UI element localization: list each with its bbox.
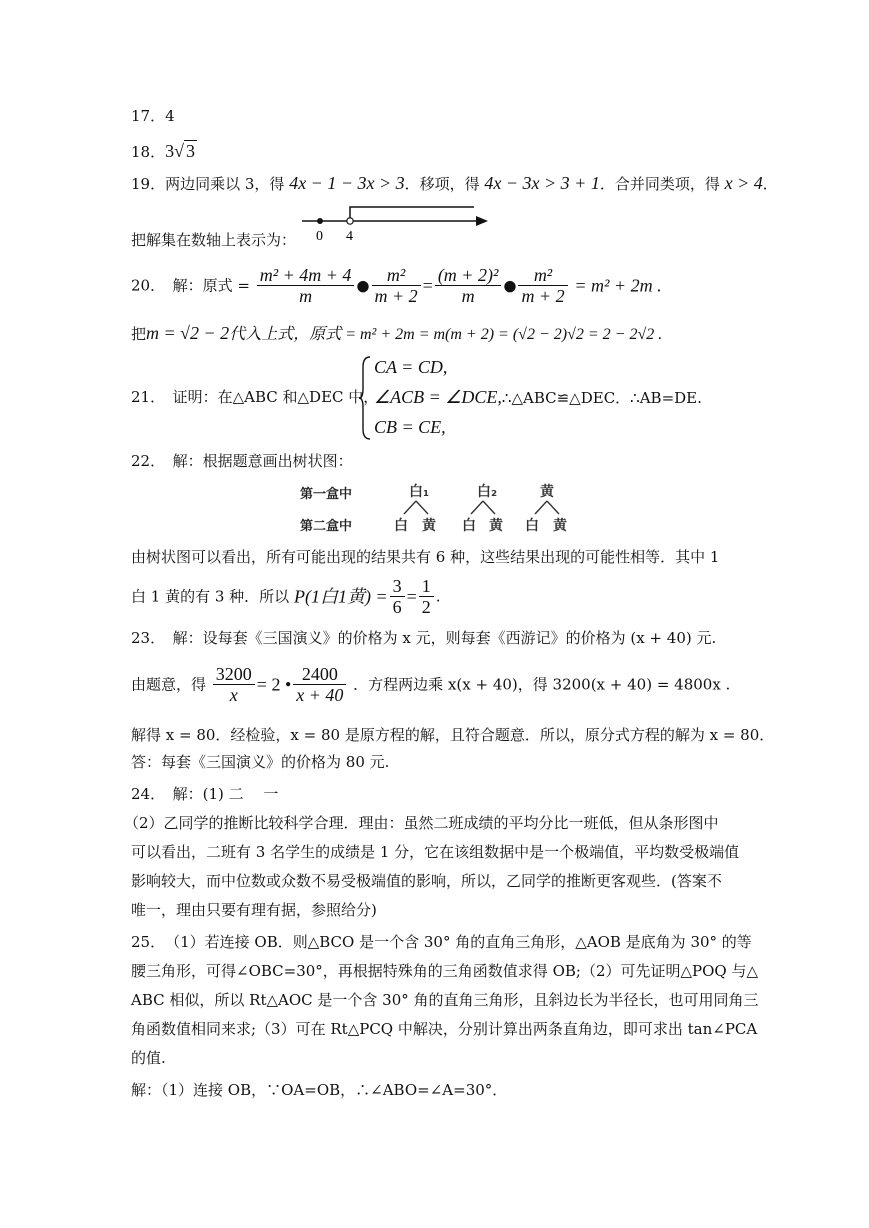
fraction-3-num: (m + 2)² <box>435 265 502 286</box>
tree-node-yellow: 黄 <box>540 484 554 500</box>
fraction-3 <box>435 265 502 306</box>
fraction-2400 <box>293 664 346 705</box>
answer-19-text-b: ．移项，得 <box>404 175 480 193</box>
brace-system <box>358 355 702 445</box>
fraction-num: 2400 <box>293 664 346 685</box>
answer-23-answer: 答：每套《三国演义》的价格为 80 元. <box>131 753 390 771</box>
substitute-prefix: 把 <box>131 325 147 343</box>
tree-leaf: 白 <box>394 518 408 534</box>
tree-branches <box>296 481 586 537</box>
answer-19-text-c: ．合并同类项，得 <box>599 175 720 193</box>
equation-prefix: 由题意，得 <box>131 675 207 694</box>
tree-row-2-label: 第二盒中 <box>300 519 353 534</box>
answer-18 <box>131 140 197 162</box>
answer-24-line5: 唯一，理由只要有理有据，参照给分) <box>131 901 377 919</box>
answer-25-line2: 腰三角形，可得∠OBC=30°，再根据特殊角的三角函数值求得 OB;（2）可先证明△POQ 与△ <box>131 962 759 980</box>
answer-19-axis-caption: 把解集在数轴上表示为： <box>131 231 297 249</box>
fraction-4-num: m² <box>518 265 567 286</box>
conclusion-21: ∴△ABC≌△DEC．∴AB=DE. <box>501 389 702 407</box>
fraction-num: 1 <box>419 576 434 597</box>
tree-leaf: 白 <box>525 518 539 534</box>
answer-24-line2: （2）乙同学的推断比较科学合理．理由：虽然二班成绩的平均分比一班低，但从条形图中 <box>124 814 719 832</box>
answer-20 <box>131 265 662 306</box>
fraction-den: 2 <box>421 597 431 617</box>
fraction-den: 6 <box>392 597 402 617</box>
point-0 <box>317 218 323 224</box>
axis-tick-0: 0 <box>316 229 323 242</box>
axis-tick-4: 4 <box>346 229 353 242</box>
open-point-4 <box>347 218 353 224</box>
answer-19-expr2: 4x − 3x > 3 + 1 <box>484 173 600 193</box>
answer-19-expr3: x > 4 <box>724 173 763 193</box>
left-brace-icon <box>358 355 372 441</box>
sqrt-icon: √ <box>174 141 184 161</box>
answer-22-explanation: 由树状图可以看出，所有可能出现的结果共有 6 种，这些结果出现的可能性相等．其中 1 <box>131 548 720 566</box>
condition-1: CA = CD, <box>374 357 448 377</box>
dot-icon: ● <box>503 276 517 295</box>
probability-end: . <box>435 587 441 606</box>
condition-2-line <box>374 387 702 408</box>
tree-leaf: 黄 <box>422 518 436 534</box>
equation-mid: = 2 • <box>256 674 292 695</box>
fraction-1-den: m <box>299 286 313 306</box>
fraction-3-6 <box>390 576 405 617</box>
answer-24: 24． 解：(1) 二 一 <box>131 785 279 803</box>
dot-icon: ● <box>356 276 370 295</box>
arrow-icon <box>476 216 488 226</box>
solution-ray <box>350 207 474 218</box>
answer-19 <box>131 173 778 194</box>
answer-23-solve: 解得 x = 80．经检验，x = 80 是原方程的解，且符合题意．所以，原分式方程的解为 x = 80． <box>131 726 775 744</box>
answer-18-coef: 3 <box>165 141 175 161</box>
condition-2: ∠ACB = ∠DCE, <box>374 387 502 407</box>
answer-20-result: = m² + 2m . <box>574 275 662 296</box>
answer-25-line5: 的值. <box>131 1049 166 1067</box>
answer-21-label: 21． 证明：在△ABC 和△DEC 中， <box>131 388 379 406</box>
fraction-2-den: m + 2 <box>374 286 418 306</box>
fraction-4-den: m + 2 <box>521 286 565 306</box>
substitute-value: m = √2 − 2 <box>146 323 230 343</box>
fraction-num: 3 <box>390 576 405 597</box>
substitute-result: 代入上式，原式 = m² + 2m = m(m + 2) = (√2 − 2)√2 = 2 − 2√2 . <box>229 326 663 343</box>
tree-diagram <box>296 481 586 537</box>
answer-23-equation <box>131 664 730 705</box>
answer-19-expr1: 4x − 1 − 3x > 3 <box>289 173 405 193</box>
answer-23: 23． 解：设每套《三国演义》的价格为 x 元，则每套《西游记》的价格为 (x + 40) 元. <box>131 629 717 647</box>
answer-22-probability <box>131 576 441 617</box>
fraction-1-2 <box>419 576 434 617</box>
tree-node-white2: 白₂ <box>477 484 498 500</box>
fraction-num: 3200 <box>213 664 255 685</box>
fraction-2 <box>372 265 421 306</box>
answer-20-label: 20． 解：原式 = <box>131 276 250 295</box>
answer-18-radicand: 3 <box>185 141 195 161</box>
tree-leaf: 黄 <box>489 518 503 534</box>
fraction-2-num: m² <box>372 265 421 286</box>
answer-24-line3: 可以看出，二班有 3 名学生的成绩是 1 分，它在该组数据中是一个极端值，平均数受极端值 <box>131 843 740 861</box>
fraction-den: x + 40 <box>296 685 344 705</box>
answer-22: 22． 解：根据题意画出树状图： <box>131 452 353 470</box>
answer-17: 17．4 <box>131 107 175 125</box>
probability-expr: P(1白1黄) = <box>293 586 388 607</box>
equals-sign: = <box>406 586 417 607</box>
fraction-den: x <box>229 685 238 705</box>
condition-3: CB = CE, <box>374 417 446 437</box>
probability-prefix: 白 1 黄的有 3 种．所以 <box>131 587 290 606</box>
tree-row-1-label: 第一盒中 <box>300 487 353 502</box>
answer-19-tail: ． <box>762 175 778 193</box>
answer-18-label: 18． <box>131 143 166 161</box>
equation-suffix: ．方程两边乘 x(x + 40)，得 3200(x + 40) = 4800x . <box>353 675 731 694</box>
tree-leaf: 白 <box>462 518 476 534</box>
fraction-1-num: m² + 4m + 4 <box>257 265 355 286</box>
answer-25-line4: 角函数值相同来求;（3）可在 Rt△PCQ 中解决，分别计算出两条直角边，即可求出 tan∠PCA <box>131 1020 758 1038</box>
tree-leaf: 黄 <box>553 518 567 534</box>
answer-19-text-a: 19．两边同乘以 3，得 <box>131 175 285 193</box>
fraction-1 <box>257 265 355 306</box>
answer-24-line4: 影响较大，而中位数或众数不易受极端值的影响，所以，乙同学的推断更客观些．(答案不 <box>131 872 722 890</box>
fraction-3-den: m <box>461 286 475 306</box>
answer-20-substitute <box>131 323 662 345</box>
answer-25-line3: ABC 相似，所以 Rt△AOC 是一个含 30° 角的直角三角形，且斜边长为半径长，也可用同角三 <box>131 991 759 1009</box>
tree-node-white1: 白₁ <box>409 484 430 500</box>
fraction-4 <box>518 265 567 306</box>
number-line-diagram <box>296 200 496 242</box>
fraction-3200-x <box>213 664 255 705</box>
answer-25: 25． （1）若连接 OB．则△BCO 是一个含 30° 角的直角三角形，△AOB 是底角为 30° 的等 <box>131 933 752 951</box>
equals-sign: = <box>422 275 433 296</box>
answer-25-solution: 解：（1）连接 OB，∵OA=OB，∴∠ABO=∠A=30°． <box>131 1081 508 1099</box>
